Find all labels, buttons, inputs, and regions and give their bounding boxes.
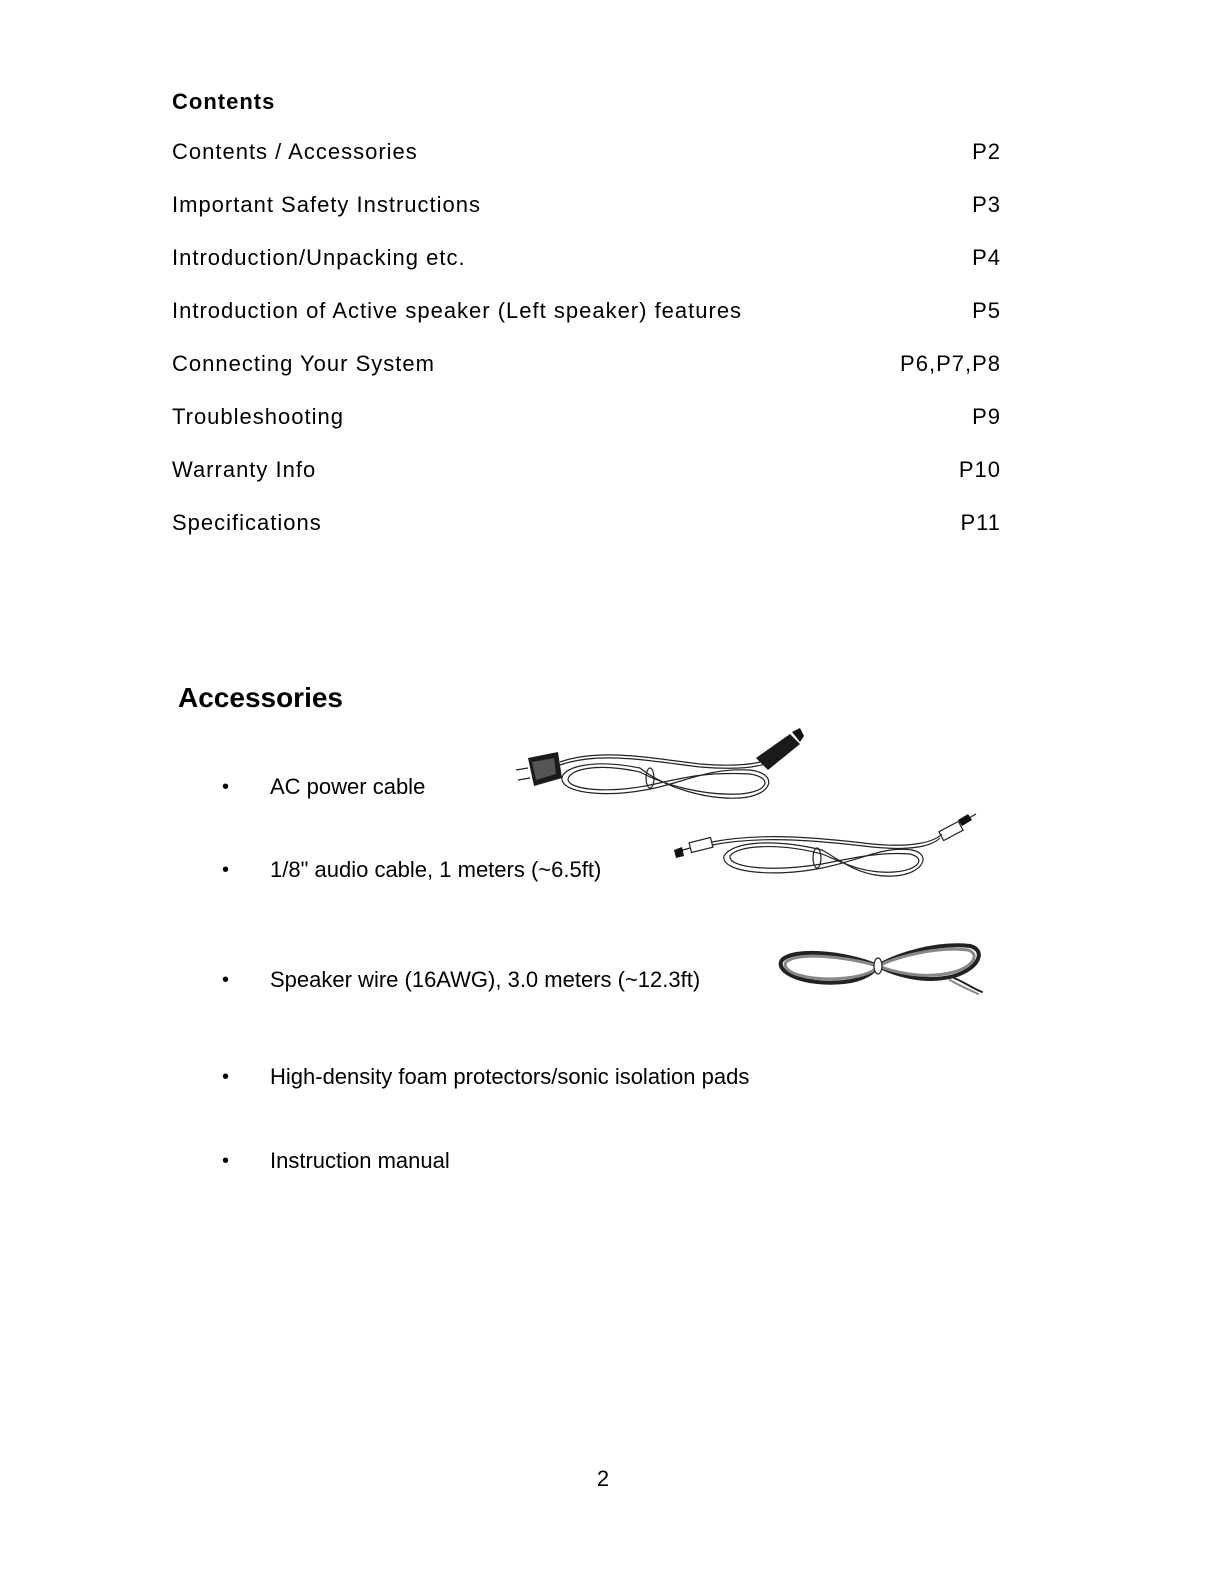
toc-page: P6,P7,P8 — [900, 351, 1001, 376]
bullet: • — [222, 1150, 230, 1172]
toc-page: P2 — [972, 139, 1001, 164]
accessories-heading: Accessories — [178, 682, 344, 713]
accessory-label: Instruction manual — [270, 1148, 450, 1173]
bullet: • — [222, 776, 230, 798]
toc-title: Troubleshooting — [172, 404, 344, 429]
toc-page: P3 — [972, 192, 1001, 217]
toc-page: P11 — [960, 510, 1001, 535]
toc-page: P9 — [972, 404, 1001, 429]
toc-row[interactable] — [172, 295, 1001, 348]
toc-title: Introduction of Active speaker (Left speaker) features — [172, 298, 743, 323]
toc-title: Contents / Accessories — [172, 139, 418, 164]
bullet: • — [222, 969, 230, 991]
speaker-wire-icon — [774, 938, 986, 998]
toc-page: P5 — [972, 298, 1001, 323]
toc-row[interactable] — [172, 136, 1001, 189]
toc-title: Introduction/Unpacking etc. — [172, 245, 466, 270]
accessory-label: High-density foam protectors/sonic isolation pads — [270, 1064, 750, 1089]
page-number: 2 — [596, 1466, 610, 1491]
toc-row[interactable] — [172, 242, 1001, 295]
toc-page: P10 — [958, 457, 1001, 482]
toc-row[interactable] — [172, 454, 1001, 507]
toc-row[interactable] — [172, 507, 1001, 560]
toc-row[interactable] — [172, 189, 1001, 242]
table-of-contents — [172, 136, 1001, 560]
bullet: • — [222, 859, 230, 881]
accessory-label: 1/8" audio cable, 1 meters (~6.5ft) — [270, 857, 602, 882]
toc-title: Warranty Info — [172, 457, 317, 482]
audio-cable-icon — [672, 812, 980, 884]
accessory-label: Speaker wire (16AWG), 3.0 meters (~12.3ft) — [270, 967, 701, 992]
toc-title: Important Safety Instructions — [172, 192, 482, 217]
ac-power-cable-icon — [510, 728, 805, 804]
bullet: • — [222, 1066, 230, 1088]
toc-row[interactable] — [172, 401, 1001, 454]
toc-title: Connecting Your System — [172, 351, 435, 376]
toc-page: P4 — [972, 245, 1001, 270]
accessory-label: AC power cable — [270, 774, 426, 799]
toc-title: Specifications — [172, 510, 322, 535]
contents-heading: Contents — [172, 89, 276, 114]
toc-row[interactable] — [172, 348, 1001, 401]
